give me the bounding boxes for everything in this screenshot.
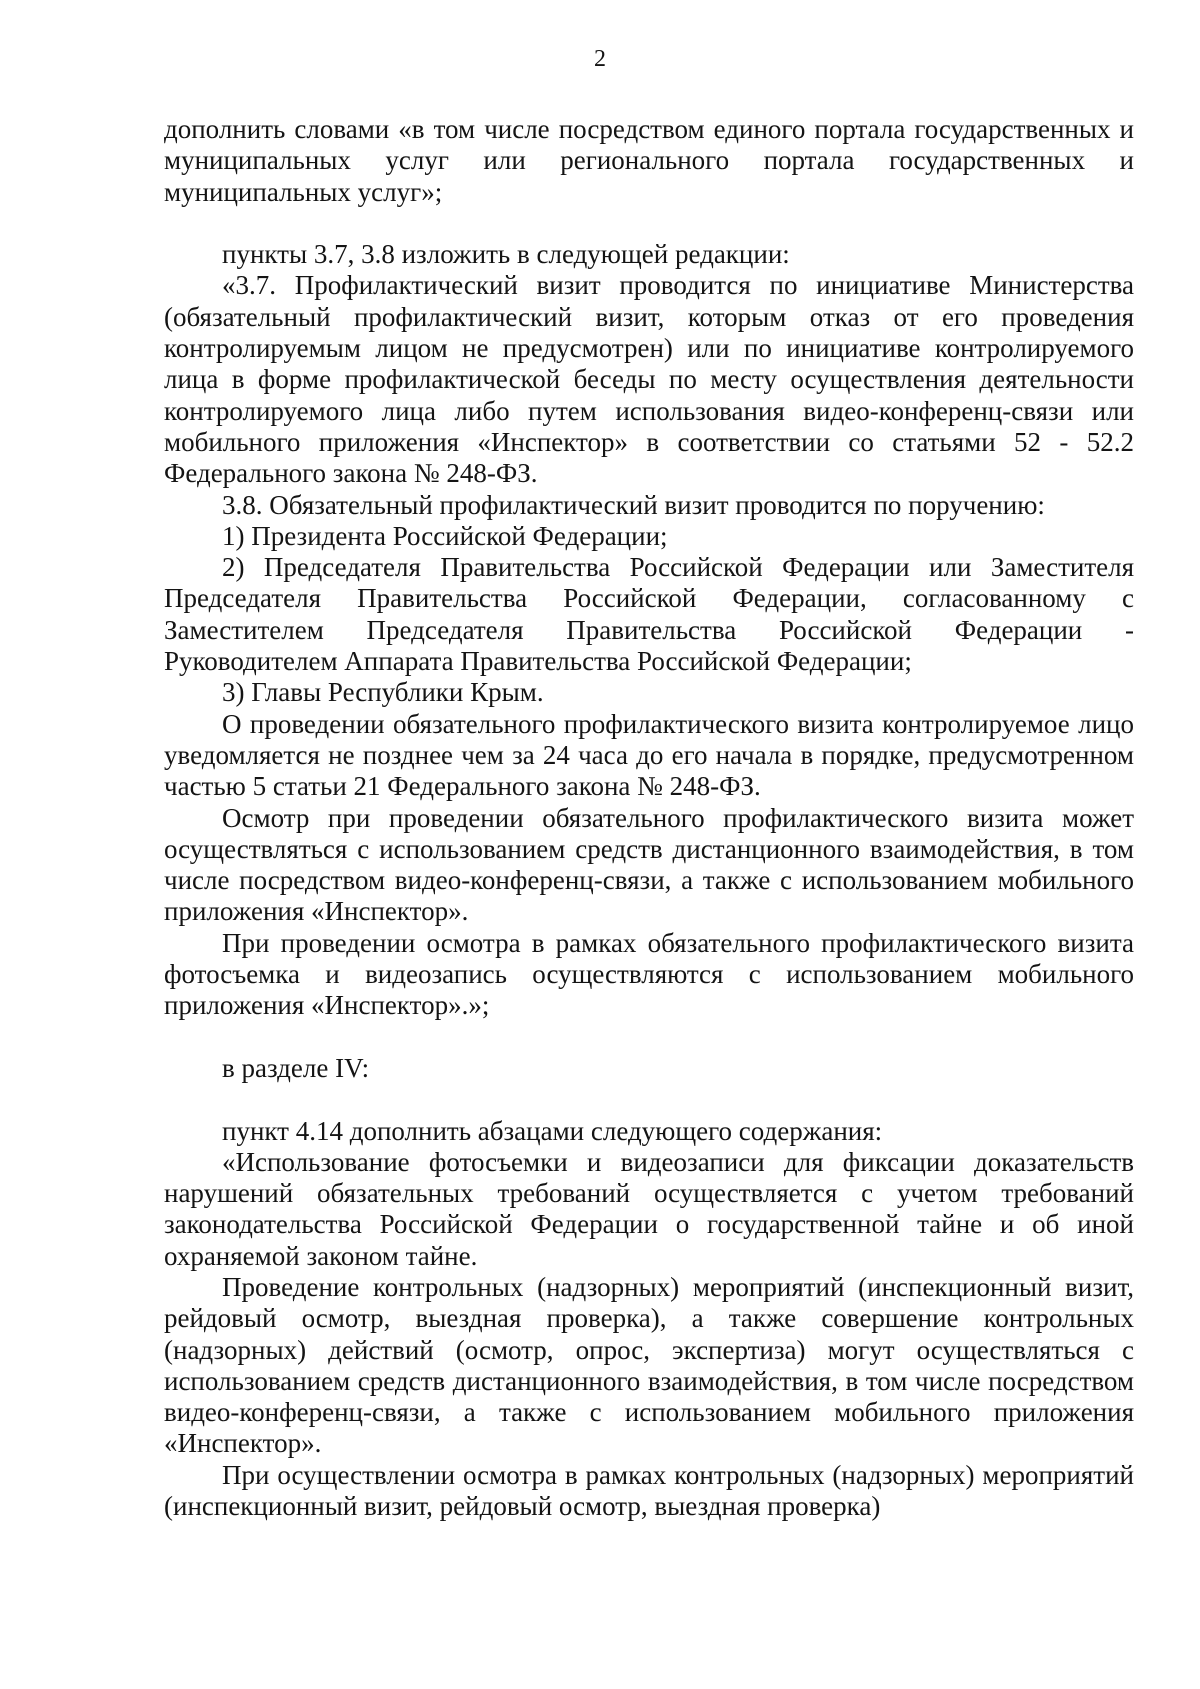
paragraph-gap xyxy=(164,208,1134,239)
paragraph: в разделе IV: xyxy=(222,1052,370,1083)
paragraph: 3.8. Обязательный профилактический визит проводится по поручению: xyxy=(222,489,1045,520)
paragraph: «3.7. Профилактический визит проводится по инициативе Министерства (обязательный профилактический визит, которым отказ от его проведения контролируемым лицом не предусмотрен) или по инициативе контролируемого лица в форме профилактической беседы по месту осуществления деятельности контролируемого лица либо путем использования видео-конференц-связи или мобильного приложения «Инспектор» в соответствии со статьями 52 - 52.2 Федерального закона № 248-ФЗ. xyxy=(164,270,1134,489)
page-number: 2 xyxy=(594,46,606,72)
paragraph: пункт 4.14 дополнить абзацами следующего содержания: xyxy=(222,1115,883,1146)
paragraph: Проведение контрольных (надзорных) мероприятий (инспекционный визит, рейдовый осмотр, выездная проверка), а также совершение контрольных (надзорных) действий (осмотр, опрос, экспертиза) могут осуществляться с использованием средств дистанционного взаимодействия, в том числе посредством видео-конференц-связи, а также с использованием мобильного приложения «Инспектор». xyxy=(164,1271,1134,1459)
paragraph-gap xyxy=(164,1084,1134,1115)
paragraph: Осмотр при проведении обязательного профилактического визита может осуществляться с использованием средств дистанционного взаимодействия, в том числе посредством видео-конференц-связи, а также с использованием мобильного приложения «Инспектор». xyxy=(164,802,1134,927)
paragraph: «Использование фотосъемки и видеозаписи для фиксации доказательств нарушений обязательных требований осуществляется с учетом требований законодательства Российской Федерации о государственной тайне и об иной охраняемой законом тайне. xyxy=(164,1146,1134,1271)
document-body xyxy=(164,114,1134,1522)
paragraph: О проведении обязательного профилактического визита контролируемое лицо уведомляется не позднее чем за 24 часа до его начала в порядке, предусмотренном частью 5 статьи 21 Федерального закона № 248-ФЗ. xyxy=(164,708,1134,802)
paragraph: 1) Президента Российской Федерации; xyxy=(222,520,668,551)
paragraph: При осуществлении осмотра в рамках контрольных (надзорных) мероприятий (инспекционный визит, рейдовый осмотр, выездная проверка) xyxy=(164,1459,1134,1522)
paragraph: 3) Главы Республики Крым. xyxy=(222,677,544,708)
paragraph: При проведении осмотра в рамках обязательного профилактического визита фотосъемка и видеозапись осуществляются с использованием мобильного приложения «Инспектор».»; xyxy=(164,927,1134,1021)
paragraph: пункты 3.7, 3.8 изложить в следующей редакции: xyxy=(222,239,790,270)
paragraph-gap xyxy=(164,1022,1134,1053)
paragraph: дополнить словами «в том числе посредством единого портала государственных и муниципальных услуг или регионального портала государственных и муниципальных услуг»; xyxy=(164,114,1134,207)
paragraph: 2) Председателя Правительства Российской Федерации или Заместителя Председателя Правительства Российской Федерации, согласованному с Заместителем Председателя Правительства Российской Федерации - Руководителем Аппарата Правительства Российской Федерации; xyxy=(164,552,1134,677)
